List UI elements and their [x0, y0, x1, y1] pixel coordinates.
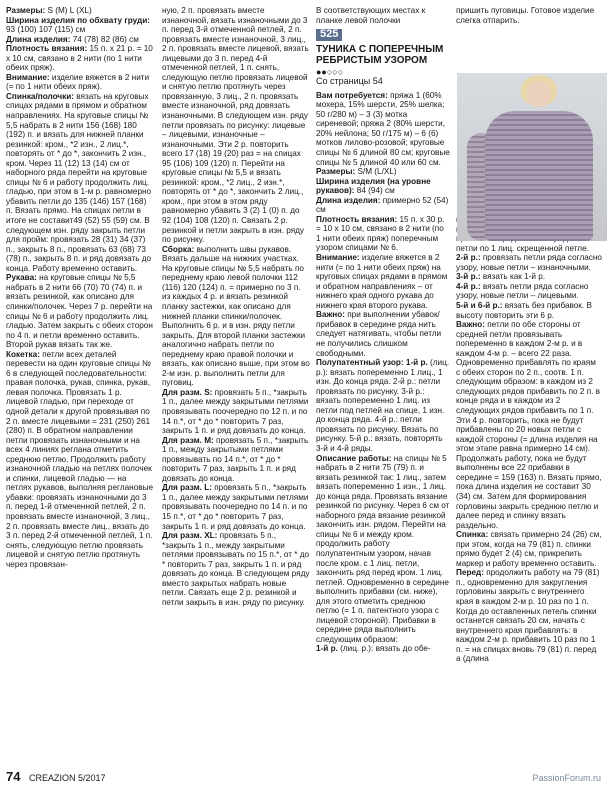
paragraph-heading: Сборка:	[162, 244, 195, 254]
pattern-title: ТУНИКА С ПОПЕРЕЧНЫМ РЕБРИСТЫМ УЗОРОМ	[316, 43, 444, 66]
paragraph-heading: Ширина изделия (на уровне рукавов):	[316, 176, 431, 196]
paragraph-heading: Длина изделия:	[6, 34, 71, 44]
paragraph-text: S/M (L/XL)	[355, 167, 397, 177]
paragraph-text: (лиц. р.): вязать до обе-	[337, 644, 431, 654]
paragraph-heading: Спинка/полочки:	[6, 91, 75, 101]
paragraph-text: петли по 1 лиц. скрещенной петле.	[456, 243, 589, 253]
paragraph	[162, 483, 310, 531]
paragraph-heading: 1-й р.	[316, 644, 338, 654]
model-photo	[457, 73, 607, 241]
paragraph-text: 74 (78) 82 (86) см	[70, 34, 139, 44]
text-column-1	[6, 6, 154, 569]
paragraph-heading: Внимание:	[6, 72, 50, 82]
paragraph	[316, 253, 450, 310]
paragraph-heading: Для разм. XL:	[162, 531, 218, 541]
paragraph	[162, 245, 310, 388]
paragraph-heading: Размеры:	[6, 6, 46, 15]
paragraph	[162, 388, 310, 436]
paragraph	[6, 273, 154, 349]
paragraph	[6, 16, 154, 35]
paragraph	[316, 454, 450, 645]
paragraph	[6, 350, 154, 570]
paragraph	[6, 73, 154, 92]
paragraph-text: 93 (100) 107 (115) см	[6, 25, 86, 35]
paragraph	[6, 35, 154, 45]
paragraph-heading: Кокетка:	[6, 349, 40, 359]
paragraph-text: 15 п. х 21 р. = 10 х 10 см, связано в 2 нити (по 1 нити обеих пряж).	[6, 44, 153, 73]
paragraph-heading: Ширина изделия по обхвату груди:	[6, 15, 150, 25]
paragraph-text: продолжить работу на 79 (81) п., одновременно для закругления горловины закрыть с внутреннего края в каждом 2-м р. 10 раз по 1 п. Когда до оставленных петель спинки останется связать 20 см, начать с внутреннего края прибавлять: в каждом 2-м р. прибавить 10 раз по 1 п. = на спицах вновь 79 (81) п. перед а (длина	[456, 568, 600, 664]
paragraph-heading: Плотность вязания:	[6, 44, 88, 54]
paragraph	[6, 6, 154, 16]
source-reference: Со страницы 54	[316, 76, 383, 87]
paragraph	[456, 272, 602, 282]
paragraph	[316, 644, 450, 654]
paragraph-heading: 5-й и 6-й р.:	[456, 301, 503, 311]
paragraph-heading: Полупатентный узор: 1-й р.	[316, 358, 428, 368]
paragraph	[316, 310, 450, 358]
paragraph	[316, 215, 450, 253]
paragraph-heading: Для разм. L:	[162, 483, 212, 493]
paragraph	[316, 167, 450, 177]
paragraph	[456, 320, 602, 530]
paragraph-text: пряжа 1 (60% мохера, 15% шерсти, 25% шелка; 50 г/280 м) – 3 (3) мотка сиреневой; пряжа 2 (80% шерсти, 20% нейлона; 50 г/175 м) – 6 (6) мотков лилово-розовой; круговые спицы № 6 длиной 80 см; круговые спицы № 5 длиной 40 или 60 см.	[316, 90, 450, 167]
paragraph-text: 84 (94) см	[354, 186, 395, 196]
paragraph-text: петли всех деталей перевести на один круговые спицы № 6 в следующей последовательности: правая полочка, рукав, спинка, рукав, левая полочка. Провязать 1 р. лицевой гладью, при переходе от одной детали к другой провязывая по 2 п. вместе лицевыми = 231 (250) 261 (280) п. В обратном направлении петли провязать изнаночными и на всех 4 линиях реглана отметить среднюю петлю. Продолжить работу изнаночной гладью на петлях полочек и спинки, лицевой гладью — на петлях рукавов, выполняя реглановые убавки: провязать изнаночными до 3 п. перед 1-й отмеченной петлей, 2 п. провязать вместе изнаночной, 3 лиц., 2 п. провязать вместе лиц., вязать до 3 п. перед 2-й отмеченной петлей, 1 п. снять, следующую петлю провязать лицевой и снятую петлю протянуть через провязан-	[6, 349, 154, 569]
paragraph-heading: 3-й р.:	[456, 272, 481, 282]
page-footer	[6, 769, 106, 784]
paragraph	[456, 301, 602, 320]
paragraph-heading: Рукава:	[6, 273, 37, 283]
paragraph-text: (лиц. р.): вязать попеременно 1 лиц., 1 изн. До конца ряда. 2-й р.: петли провязать по рисунку. 3-й р.: вязать попеременно 1 лиц. из петли под петлей на спице, 1 изн. до конца ряда. 4-й р.: петли провязать по рисунку. Вязать по рисунку. 5-й р.: вязать, повторять 3-й и 4-й ряды.	[316, 358, 450, 453]
paragraph-heading: Перед:	[456, 568, 484, 578]
paragraph-text: S (M) L (XL)	[45, 6, 92, 15]
paragraph	[316, 196, 450, 215]
column-4-intro: пришить пуговицы. Готовое изделие слегка отпарить.	[456, 6, 595, 25]
pattern-body	[316, 91, 450, 654]
paragraph-text: на спицы № 5 набрать в 2 нити 75 (79) п. и вязать резинкой так: 1 лиц., затем вязать попеременно 1 изн., 1 лиц. до конца ряда. Провязать вязание резинкой по рисунку. Через 6 см от наборного ряда вязание резинкой закончить изн. рядом. Перейти на спицы № 6 и между кром. продолжить работу полупатентным узором, начав после кром. с 1 лиц. петли, закончить ряд перед кром. 1 лиц. петлей. Одновременно в середине выполнить прибавки (см. ниже), для этого отметить среднюю петлю (= 1 п. патентного узора с лицевой стороной). Прибавки в середине ряда выполнить следующим образом:	[316, 453, 450, 644]
paragraph-heading: Вам потребуется:	[316, 90, 388, 100]
difficulty-row	[316, 68, 450, 87]
paragraph	[162, 531, 310, 607]
pattern-number-badge: 525	[316, 29, 342, 41]
magazine-issue: CREAZION 5/2017	[28, 773, 106, 783]
paragraph-text: провязать 5 п., *закрыть 1 п., далее между закрытыми петлями провязывать поочередно по 14 п. и по 15 п.*, от * до * повторить 7 раз, закрыть 1 п. и ряд довязать до конца.	[162, 483, 309, 531]
paragraph	[316, 177, 450, 196]
paragraph-heading: Спинка:	[456, 530, 489, 540]
paragraph-text: изделие вяжется в 2 нити (= по 1 нити обеих пряж) на круговых спицах рядами в прямом и обратном направлениях – от нижнего края одного рукава до нижнего края второго рукава.	[316, 253, 448, 310]
paragraph-text: связать примерно 24 (26) см, при этом, когда на 79 (81) п. спинки прямо будет 2 (4) см, прикрепить маркер и работу временно оставить.	[456, 530, 602, 568]
paragraph-heading: Длина изделия:	[316, 195, 381, 205]
paragraph	[316, 91, 450, 167]
paragraph-text: изделие вяжется в 2 нити (= по 1 нити обеих пряж).	[6, 72, 150, 92]
difficulty-dots: ●●○○○	[316, 66, 344, 77]
paragraph-text: 15 п. х 30 р. = 10 х 10 см, связано в 2 нити (по 1 нити обеих пряж) поперечным узором спицами № 6.	[316, 214, 445, 253]
text-column-2	[162, 6, 310, 607]
paragraph-text: вязать как 1-й р.	[480, 272, 546, 282]
paragraph-text: выполнить швы рукавов. Вязать дальше на нижних участках. На круговые спицы № 5,5 набрать по переднему краю левой полочки 112 (116) 120 (124) п. = примерно по 3 п. из каждых 4 р. и вязать резинкой планку застежки, как описано для нижней планки спинки/полочек. Выполнить 6 р. и в изн. ряду петли закрыть. Для второй планки застежки аналогично набрать петли по переднему краю правой полочки и вязать, как описано выше, при этом во 2-м изн. р. выполнить петли для пуговиц.	[162, 244, 310, 388]
paragraph-heading: Описание работы:	[316, 453, 392, 463]
paragraph-heading: Размеры:	[316, 167, 356, 177]
paragraph-text: на круговые спицы № 5,5 набрать в 2 нити 66 (70) 70 (74) п. и вязать резинкой, как описано для спинки/полочек. Через 7 р. перейти на спицы № 6 и работу продолжить лиц. гладью. Затем закрыть с обеих сторон по 4 п. и петли временно оставить. Второй рукав вязать так же.	[6, 273, 153, 350]
paragraph-heading: Важно:	[316, 310, 345, 320]
paragraph-text: провязать 5 п., *закрыть 1 п., далее между закрытыми петлями провязывать поочередно по 12 п. и по 14 п.*, от * до * повторить 7 раз, закрыть 1 п. и ряд довязать до конца.	[162, 387, 309, 436]
paragraph-text: ную, 2 п. провязать вместе изнаночной, вязать изнаночными до 3 п. перед 3-й отмеченной петлей, 2 п. провязать вместе изнаночной, 3 лиц., 2 п. провязать вместе лицевой, вязать лицевыми до 3 п. перед 4-й отмеченной петлей, 1 п. снять, следующую петлю провязать лицевой и снятую петлю протянуть через провязанную, 3 лиц., 2 п. провязать вместе изнаночной, ряд довязать изнаночными. В следующем изн. ряду петли провязать по рисунку: лицевые – лицевыми, изнаночные – изнаночными. Эти 2 р. повторить всего 17 (18) 19 (20) раз = на спицах 95 (106) 109 (120) п. Перейти на круговые спицы № 5,5 и вязать резинкой: кром., *2 лиц., 2 изн.*, повторять от * до *, закончить 2 лиц., кром., при этом в этом ряду равномерно убавить 3 (2) 1 (0) п. до 92 (104) 108 (120) п. Связать 2 р. резинкой и петли закрыть в изн. ряду по рисунку.	[162, 6, 309, 245]
paragraph-text: примерно 52 (54) см	[316, 195, 449, 215]
text-column-3	[316, 6, 450, 654]
column-3-intro: В соответствующих местах к планке левой полочки	[316, 6, 426, 25]
paragraph	[456, 568, 602, 663]
paragraph-heading: Для разм. S:	[162, 387, 213, 397]
paragraph	[456, 253, 602, 272]
paragraph	[162, 6, 310, 245]
paragraph-text: петли по обе стороны от средней петли провязывать попеременно в каждом 2-м р. и в каждом 4-м р. – всего 22 раза. Одновременно прибавлять по краям с обеих сторон по 2 п., соотв. 1 п. следующим образом: в каждом из 2 следующих рядов прибавить по 2 п. в конце ряда и в каждом из 2 следующих рядов прибавить по 1 п. Эти 4 р. повторить, пока не будут прибавлены по 20 новых петли с каждой стороны (= длина изделия на этом этапе равна примерно 14 см). Продолжать работу, пока не будут выполнены все 22 прибавки в середине = 159 (163) п. Вязать прямо, пока длина изделия не составит 30 (34) см. Затем для формирования горловины закрыть среднюю петлю и далее перед и спинку вязать раздельно.	[456, 320, 602, 530]
paragraph-heading: Важно:	[456, 320, 485, 330]
paragraph-text: провязать 5 п., *закрыть 1 п., между закрытыми петлями провязывать по 15 п.*, от * до * повторить 7 раз, закрыть 1 п. и ряд довязать до конца. В следующем ряду вместо закрытых набрать новые петли. Связать еще 2 р. резинкой и петли закрыть в изн. ряду по рисунку.	[162, 531, 310, 607]
photo-sweater	[485, 111, 593, 241]
paragraph	[162, 436, 310, 484]
paragraph-heading: 4-й р.:	[456, 281, 481, 291]
page-number: 74	[6, 769, 21, 784]
paragraph	[456, 530, 602, 568]
paragraph	[6, 44, 154, 73]
paragraph-text: при выполнении убавок/прибавок в середине ряда нить следует натягивать, чтобы петли не получились слишком свободными.	[316, 310, 442, 358]
paragraph-text: вязать на круговых спицах рядами в прямом и обратном направлениях. На круговые спицы № 5,5 набрать в 2 нити 156 (168) 180 (192) п. и вязать для нижней планки резинкой: кром., *2 изн., 2 лиц.*, повторять от * до *, закончить 2 изн., кром. Через 11 (12) 13 (14) см от наборного ряда перейти на круговые спицы № 6 и работу продолжить лиц. гладью, при этом в 1-м р. равномерно убавить петли до 135 (146) 157 (168) п. Вязать прямо. На спицах петли в итоге не составит49 (52) 55 (59) см. В следующем изн. ряду закрыть петли для пройм: провязать 28 (31) 34 (37) п., закрыть 8 п., провязать 63 (68) 73 (78) п., закрыть 8 п. и ряд довязать до конца. Работу временно оставить.	[6, 91, 152, 273]
paragraph	[456, 282, 602, 301]
paragraph-heading: 2-й р.:	[456, 253, 481, 263]
paragraph	[316, 358, 450, 453]
paragraph-heading: Внимание:	[316, 253, 360, 263]
watermark: PassionForum.ru	[532, 773, 601, 783]
paragraph-text: вязать без прибавок. В высоту повторить эти 6 р.	[456, 301, 592, 320]
paragraph-heading: Для разм. M:	[162, 435, 214, 445]
paragraph-text: провязать 5 п., *закрыть 1 п., между закрытыми петлями провязывать по 14 п.*, от * до * повторить 7 раз, закрыть 1 п. и ряд довязать до конца.	[162, 435, 309, 483]
paragraph-heading: Плотность вязания:	[316, 214, 398, 224]
paragraph-text: вязать петли ряда согласно узору, новые петли – лицевыми.	[456, 281, 589, 301]
column-4-body	[456, 215, 602, 664]
paragraph-text: провязать петли ряда согласно узору, новые петли – изнаночными.	[456, 253, 602, 272]
paragraph	[6, 92, 154, 273]
photo-face	[527, 81, 551, 107]
